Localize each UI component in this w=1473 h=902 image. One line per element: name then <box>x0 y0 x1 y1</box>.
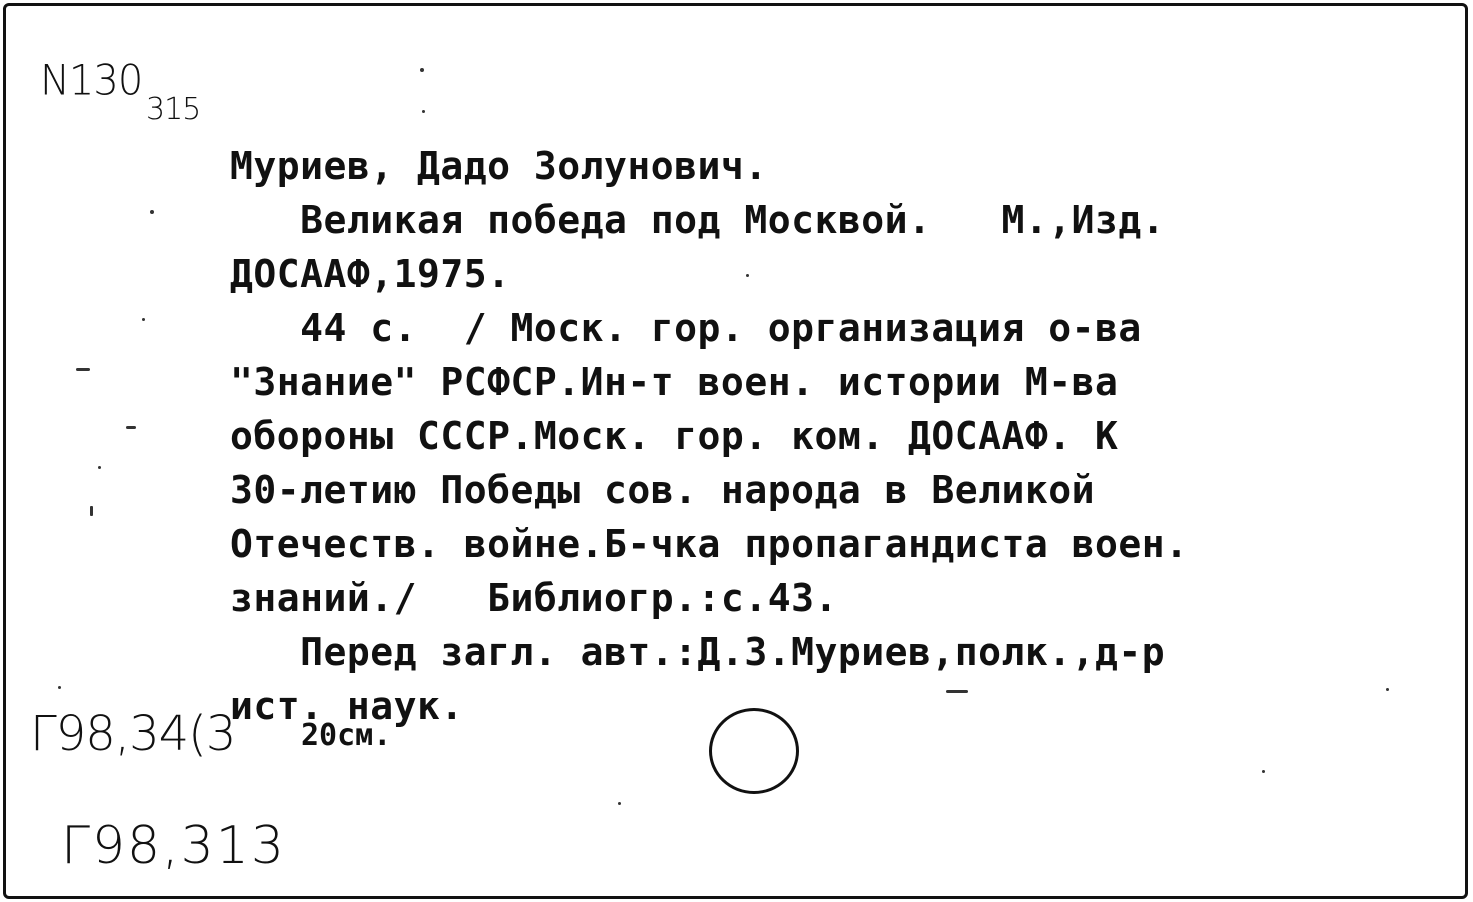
scan-speck <box>618 802 621 805</box>
entry-line: ДОСААФ,1975. <box>230 252 511 296</box>
scan-speck <box>58 686 61 689</box>
entry-line: Великая победа под Москвой. М.,Изд. <box>230 198 1166 242</box>
scan-speck <box>946 690 968 693</box>
entry-line: знаний./ Библиогр.:с.43. <box>230 576 838 620</box>
entry-line: обороны СССР.Моск. гор. ком. ДОСААФ. К <box>230 414 1119 458</box>
scan-speck <box>76 368 90 371</box>
call-number-sub: 315 <box>146 92 201 127</box>
catalog-card <box>3 3 1468 899</box>
entry-line: 30-летию Победы сов. народа в Великой <box>230 468 1095 512</box>
scan-speck <box>746 274 749 277</box>
format-note: 20см. <box>301 718 392 753</box>
punch-hole-circle <box>709 708 799 794</box>
entry-line: "Знание" РСФСР.Ин-т воен. истории М-ва <box>230 360 1119 404</box>
scan-speck <box>142 318 145 321</box>
entry-line: 44 с. / Моск. гор. организация о-ва <box>230 306 1142 350</box>
scan-speck <box>90 506 93 516</box>
entry-line: Отечеств. войне.Б-чка пропагандиста воен. <box>230 522 1189 566</box>
scan-speck <box>150 210 154 214</box>
call-number-main: N130 <box>40 56 143 106</box>
scan-speck <box>1262 770 1265 773</box>
scan-speck <box>420 68 424 72</box>
bibliographic-entry <box>230 139 1189 733</box>
entry-line: ист. наук. <box>230 684 464 728</box>
scan-speck <box>1386 688 1389 691</box>
classification-index-1: Г98,34(3 <box>30 706 236 762</box>
classification-index-2: Г98,313 <box>61 816 286 876</box>
entry-line: Перед загл. авт.:Д.З.Муриев,полк.,д-р <box>230 630 1166 674</box>
scan-speck <box>422 110 425 113</box>
entry-line: Муриев, Дадо Золунович. <box>230 144 768 188</box>
scan-speck <box>98 466 101 469</box>
scan-speck <box>126 426 136 429</box>
